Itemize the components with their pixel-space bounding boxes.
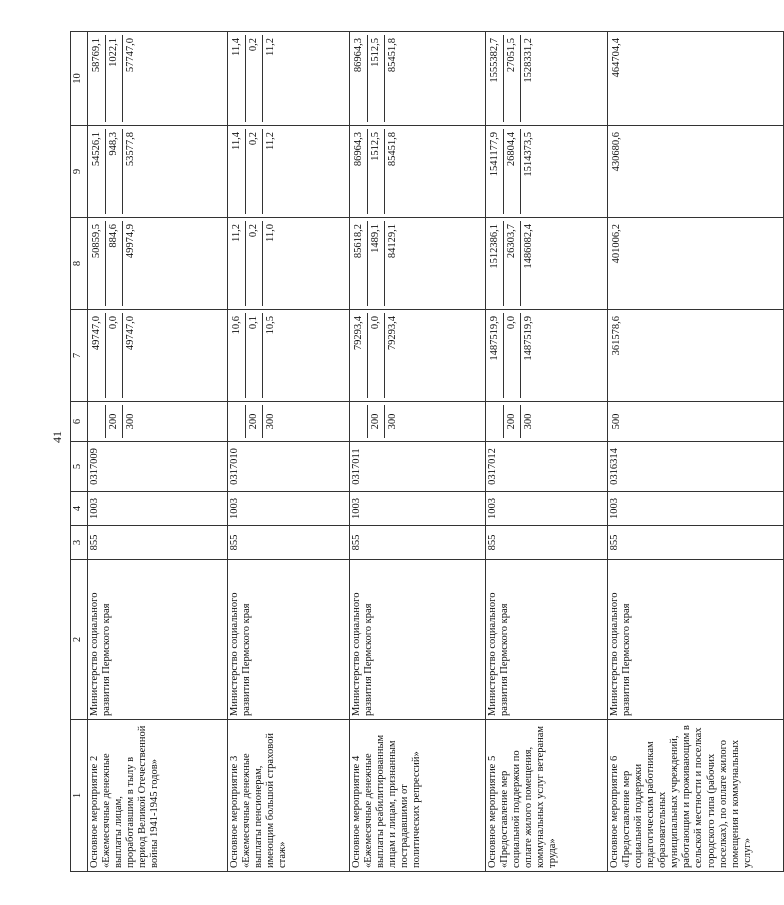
col8-lines xyxy=(351,221,401,306)
amount-value: 1512,5 xyxy=(367,129,384,214)
grbs-cell: 855 xyxy=(486,526,608,560)
amount-value: 1555382,7 xyxy=(489,38,500,83)
amount-value: 1512386,1 xyxy=(489,224,500,269)
col8-lines xyxy=(89,221,139,306)
amount-value: 884,6 xyxy=(105,221,122,306)
amount-value: 58769,1 xyxy=(91,38,102,73)
col10-cell xyxy=(350,32,486,126)
header-cell: 3 xyxy=(71,526,88,560)
executor-cell: Министерство социального развития Пермского края xyxy=(88,560,228,720)
amount-value: 1486082,4 xyxy=(520,221,537,306)
rzpr-cell: 1003 xyxy=(88,492,228,526)
amount-value: 86964,3 xyxy=(353,38,364,73)
col10-cell xyxy=(486,32,608,126)
budget-table xyxy=(70,31,784,872)
amount-value: 948,3 xyxy=(105,129,122,214)
amount-value: 84129,1 xyxy=(384,221,401,306)
csr-cell: 0316314 xyxy=(608,442,784,492)
vr-value xyxy=(487,405,503,438)
vr-value xyxy=(229,405,245,438)
csr-cell: 0317011 xyxy=(350,442,486,492)
amount-value: 11,2 xyxy=(262,35,279,122)
col9-cell xyxy=(88,126,228,218)
table-row xyxy=(350,32,486,872)
amount-value: 0,0 xyxy=(105,313,122,398)
vr-cell xyxy=(228,402,350,442)
col8-lines xyxy=(487,221,537,306)
vr-lines xyxy=(609,405,625,438)
col9-cell xyxy=(486,126,608,218)
csr-cell: 0317010 xyxy=(228,442,350,492)
amount-value: 1487519,9 xyxy=(489,316,500,361)
table-row xyxy=(228,32,350,872)
header-cell: 9 xyxy=(71,126,88,218)
amount-value: 49747,0 xyxy=(122,313,139,398)
table-row xyxy=(88,32,228,872)
amount-value: 1541177,9 xyxy=(489,132,500,177)
grbs-cell: 855 xyxy=(88,526,228,560)
col9-cell xyxy=(228,126,350,218)
col7-cell xyxy=(486,310,608,402)
csr-cell: 0317009 xyxy=(88,442,228,492)
measure-cell: Основное мероприятие 6 «Предоставление мер социальной поддержки педагогическим работникам образовательных муниципальных учреждений, работающим и проживающим в сельской местности и поселках городского типа (рабочих поселках), по оплате жилого помещения и коммунальных услуг» xyxy=(608,720,784,872)
amount-value: 0,1 xyxy=(245,313,262,398)
amount-value: 11,4 xyxy=(231,38,242,56)
col7-lines xyxy=(609,313,625,398)
col9-lines xyxy=(351,129,401,214)
vr-value: 300 xyxy=(122,405,139,438)
col8-cell xyxy=(486,218,608,310)
vr-value: 200 xyxy=(367,405,384,438)
col8-cell xyxy=(88,218,228,310)
grbs-cell: 855 xyxy=(350,526,486,560)
amount-value: 85618,2 xyxy=(353,224,364,259)
col7-lines xyxy=(351,313,401,398)
amount-value: 1022,1 xyxy=(105,35,122,122)
col7-lines xyxy=(89,313,139,398)
vr-cell xyxy=(88,402,228,442)
amount-value: 430680,6 xyxy=(611,132,622,172)
col10-lines xyxy=(487,35,537,122)
col9-cell xyxy=(350,126,486,218)
header-cell: 4 xyxy=(71,492,88,526)
col9-cell xyxy=(608,126,784,218)
amount-value: 11,2 xyxy=(231,224,242,242)
amount-value: 1489,1 xyxy=(367,221,384,306)
col7-cell xyxy=(88,310,228,402)
col10-lines xyxy=(89,35,139,122)
table-body xyxy=(71,32,784,872)
header-cell: 1 xyxy=(71,720,88,872)
col10-lines xyxy=(351,35,401,122)
grbs-cell: 855 xyxy=(228,526,350,560)
amount-value: 1512,5 xyxy=(367,35,384,122)
vr-cell xyxy=(608,402,784,442)
col8-cell xyxy=(228,218,350,310)
col9-lines xyxy=(229,129,279,214)
amount-value: 50859,5 xyxy=(91,224,102,259)
amount-value: 86964,3 xyxy=(353,132,364,167)
table-row xyxy=(608,32,784,872)
vr-value: 200 xyxy=(245,405,262,438)
col8-cell xyxy=(350,218,486,310)
vr-value: 300 xyxy=(262,405,279,438)
amount-value: 53577,8 xyxy=(122,129,139,214)
col8-cell xyxy=(608,218,784,310)
amount-value: 1487519,9 xyxy=(520,313,537,398)
amount-value: 49747,0 xyxy=(91,316,102,351)
rzpr-cell: 1003 xyxy=(228,492,350,526)
header-cell: 2 xyxy=(71,560,88,720)
col7-lines xyxy=(487,313,537,398)
amount-value: 1528331,2 xyxy=(520,35,537,122)
amount-value: 464704,4 xyxy=(611,38,622,78)
amount-value: 57747,0 xyxy=(122,35,139,122)
vr-value xyxy=(351,405,367,438)
table-row xyxy=(486,32,608,872)
col9-lines xyxy=(89,129,139,214)
header-cell: 7 xyxy=(71,310,88,402)
amount-value: 0,0 xyxy=(367,313,384,398)
amount-value: 0,2 xyxy=(245,129,262,214)
vr-cell xyxy=(486,402,608,442)
amount-value: 79293,4 xyxy=(384,313,401,398)
col10-lines xyxy=(229,35,279,122)
header-cell: 8 xyxy=(71,218,88,310)
rotated-table-area xyxy=(70,32,753,872)
vr-value: 200 xyxy=(503,405,520,438)
col10-cell xyxy=(228,32,350,126)
vr-value: 300 xyxy=(520,405,537,438)
header-cell: 5 xyxy=(71,442,88,492)
amount-value: 10,6 xyxy=(231,316,242,335)
col7-cell xyxy=(350,310,486,402)
vr-lines xyxy=(351,405,401,438)
amount-value: 361578,6 xyxy=(611,316,622,356)
col8-lines xyxy=(609,221,625,306)
executor-cell: Министерство социального развития Пермского края xyxy=(608,560,784,720)
amount-value: 401006,2 xyxy=(611,224,622,264)
vr-value: 500 xyxy=(611,413,622,430)
measure-cell: Основное мероприятие 2 «Ежемесячные денежные выплаты лицам, проработавшим в тылу в период Великой Отечественной войны 1941-1945 годов» xyxy=(88,720,228,872)
vr-lines xyxy=(89,405,139,438)
col7-lines xyxy=(229,313,279,398)
col9-lines xyxy=(609,129,625,214)
grbs-cell: 855 xyxy=(608,526,784,560)
header-cell: 6 xyxy=(71,402,88,442)
amount-value: 11,0 xyxy=(262,221,279,306)
csr-cell: 0317012 xyxy=(486,442,608,492)
col8-lines xyxy=(229,221,279,306)
amount-value: 11,2 xyxy=(262,129,279,214)
rzpr-cell: 1003 xyxy=(350,492,486,526)
col7-cell xyxy=(608,310,784,402)
col10-cell xyxy=(88,32,228,126)
vr-value: 200 xyxy=(105,405,122,438)
amount-value: 26303,7 xyxy=(503,221,520,306)
amount-value: 0,0 xyxy=(503,313,520,398)
col9-lines xyxy=(487,129,537,214)
vr-value xyxy=(89,405,105,438)
page-number: 41 xyxy=(50,431,64,443)
amount-value: 27051,5 xyxy=(503,35,520,122)
amount-value: 79293,4 xyxy=(353,316,364,351)
vr-cell xyxy=(350,402,486,442)
amount-value: 1514373,5 xyxy=(520,129,537,214)
executor-cell: Министерство социального развития Пермского края xyxy=(350,560,486,720)
col10-cell xyxy=(608,32,784,126)
measure-cell: Основное мероприятие 3 «Ежемесячные денежные выплаты пенсионерам, имеющим большой страховой стаж» xyxy=(228,720,350,872)
vr-value: 300 xyxy=(384,405,401,438)
measure-cell: Основное мероприятие 5 «Предоставление мер социальной поддержки по оплате жилого помещения, коммунальных услуг ветеранам труда» xyxy=(486,720,608,872)
amount-value: 54526,1 xyxy=(91,132,102,167)
amount-value: 26804,4 xyxy=(503,129,520,214)
amount-value: 85451,8 xyxy=(384,35,401,122)
vr-lines xyxy=(487,405,537,438)
amount-value: 10,5 xyxy=(262,313,279,398)
col7-cell xyxy=(228,310,350,402)
measure-cell: Основное мероприятие 4 «Ежемесячные денежные выплаты реабилитированным лицам и лицам, признанным пострадавшими от политических репрессий» xyxy=(350,720,486,872)
header-cell: 10 xyxy=(71,32,88,126)
amount-value: 49974,9 xyxy=(122,221,139,306)
amount-value: 0,2 xyxy=(245,35,262,122)
executor-cell: Министерство социального развития Пермского края xyxy=(486,560,608,720)
rzpr-cell: 1003 xyxy=(608,492,784,526)
vr-lines xyxy=(229,405,279,438)
col10-lines xyxy=(609,35,625,122)
amount-value: 85451,8 xyxy=(384,129,401,214)
amount-value: 11,4 xyxy=(231,132,242,150)
rzpr-cell: 1003 xyxy=(486,492,608,526)
amount-value: 0,2 xyxy=(245,221,262,306)
executor-cell: Министерство социального развития Пермского края xyxy=(228,560,350,720)
header-row xyxy=(71,32,88,872)
